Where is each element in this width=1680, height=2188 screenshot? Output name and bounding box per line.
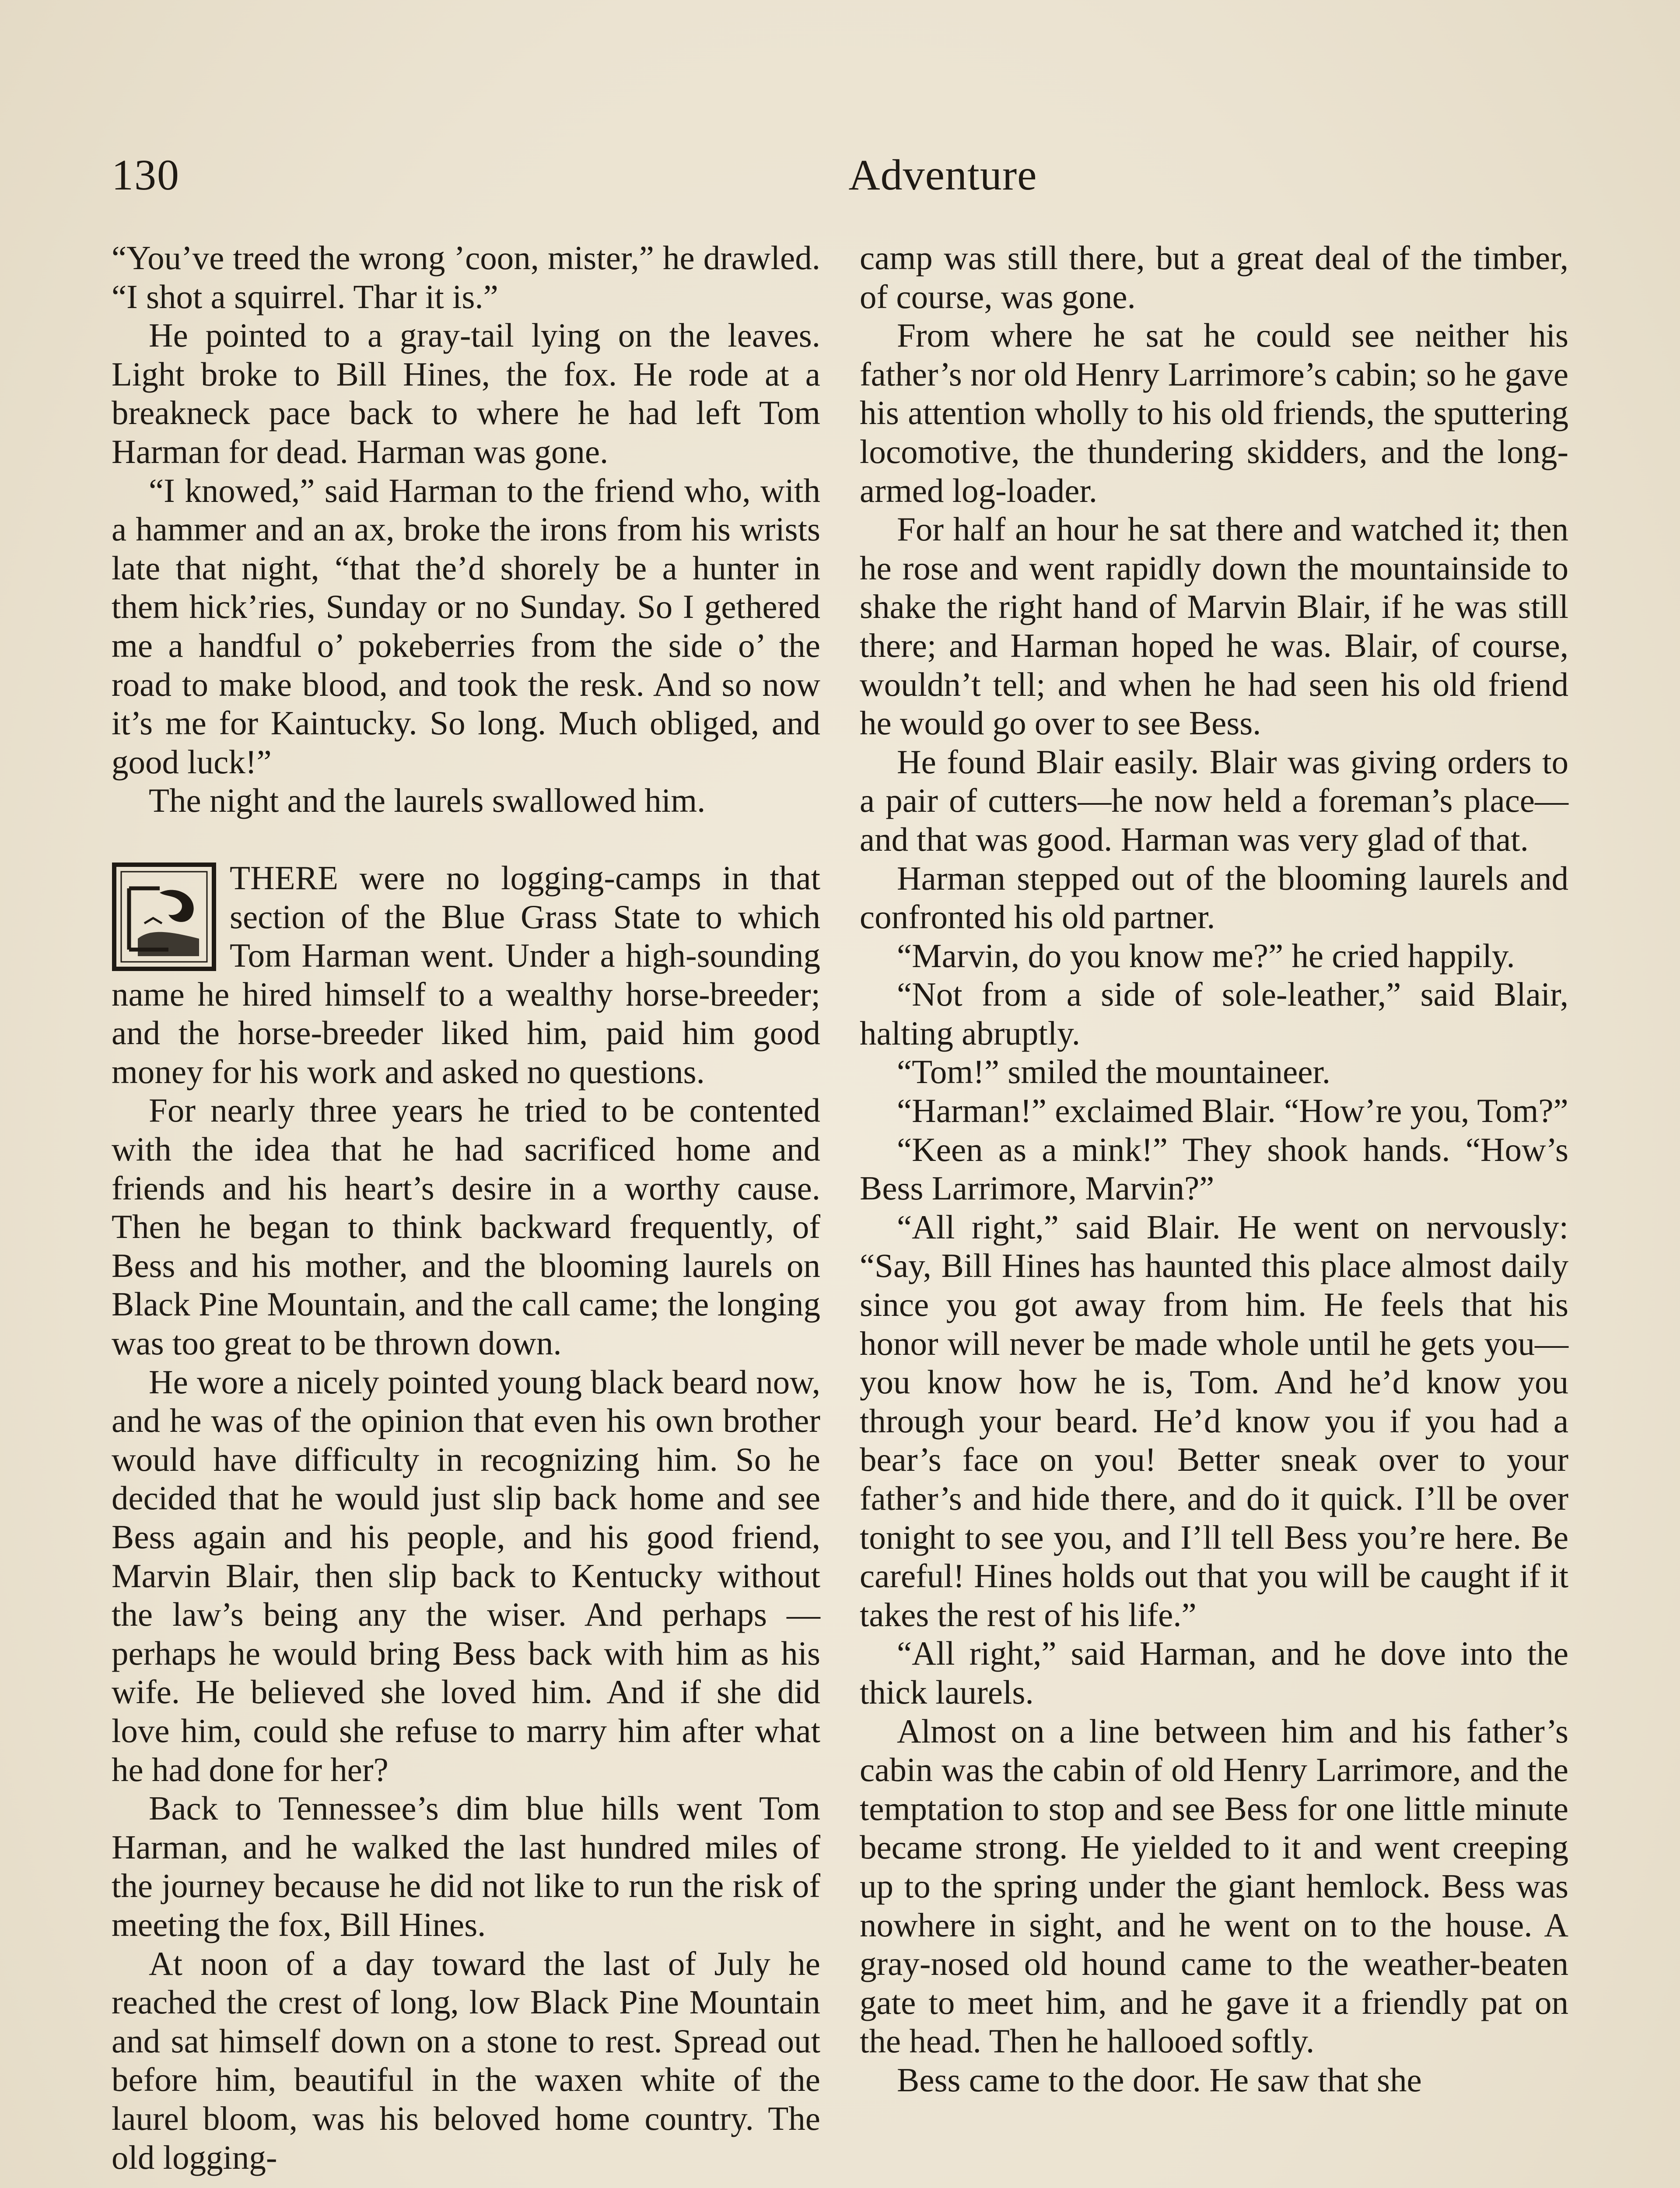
paragraph: camp was still there, but a great deal of the timber, of course, was gone. (860, 239, 1568, 316)
paragraph: He pointed to a gray-tail lying on the leaves. Light broke to Bill Hines, the fox. He rode at a breakneck pace back to where he had left Tom Harman for dead. Harman was gone. (112, 316, 820, 470)
paragraph: “Harman!” exclaimed Blair. “How’re you, Tom?” (897, 1092, 1568, 1130)
paragraph: “Not from a side of sole-leather,” said Blair, halting abruptly. (860, 975, 1568, 1052)
paragraph: Harman stepped out of the blooming laurels and confronted his old partner. (860, 859, 1568, 936)
right-column (860, 238, 1568, 2100)
paragraph-text: THERE were no logging-camps in that section of the Blue Grass State to which Tom Harman went. Under a high-sounding name he hired himself to a wealthy horse-breeder; and the horse-breeder liked him, paid him good money for his work and asked no questions. (112, 859, 820, 1090)
ornamental-initial-icon (112, 862, 217, 971)
section-opening-paragraph (112, 859, 820, 1091)
paragraph: From where he sat he could see neither his father’s nor old Henry Larrimore’s cabin; so he gave his attention wholly to his old friends, the sputtering locomotive, the thundering skidders, and the long-armed log-loader. (860, 316, 1568, 509)
paragraph: For half an hour he sat there and watched it; then he rose and went rapidly down the mountainside to shake the right hand of Marvin Blair, if he was still there; and Harman hoped he was. Blair, of course, wouldn’t tell; and when he had seen his old friend he would go over to see Bess. (860, 510, 1568, 742)
paragraph: At noon of a day toward the last of July he reached the crest of long, low Black Pine Mountain and sat himself down on a stone to rest. Spread out before him, beautiful in the waxen white of the laurel bloom, was his beloved home country. The old logging- (112, 1944, 820, 2176)
page-number: 130 (112, 151, 180, 199)
paragraph: “All right,” said Blair. He went on nervously: “Say, Bill Hines has haunted this place almost daily since you got away from him. He feels that his honor will never be made whole until he gets you—you know how he is, Tom. And he’d know you through your beard. He’d know you if you had a bear’s face on you! Better sneak over to your father’s and hide there, and do it quick. I’ll be over tonight to see you, and I’ll tell Bess you’re here. Be careful! Hines holds out that you will be caught if it takes the rest of his life.” (860, 1208, 1568, 1634)
paragraph: “Tom!” smiled the mountaineer. (897, 1053, 1331, 1091)
paragraph: For nearly three years he tried to be contented with the idea that he had sacrificed home and friends and his heart’s desire in a worthy cause. Then he began to think backward frequently, of Bess and his mother, and the blooming laurels on Black Pine Mountain, and the call came; the longing was too great to be thrown down. (112, 1091, 820, 1362)
paragraph: Almost on a line between him and his father’s cabin was the cabin of old Henry Larrimore, and the temptation to stop and see Bess for one little minute became strong. He yielded to it and went creeping up to the spring under the giant hemlock. Bess was nowhere in sight, and he went on to the house. A gray-nosed old hound came to the weather-beaten gate to meet him, and he gave it a friendly pat on the head. Then he hallooed softly. (860, 1712, 1568, 2060)
paragraph: “Keen as a mink!” They shook hands. “How’s Bess Larrimore, Marvin?” (860, 1130, 1568, 1207)
paragraph: He wore a nicely pointed young black beard now, and he was of the opinion that even his own brother would have difficulty in recognizing him. So he decided that he would just slip back home and see Bess again and his people, and his good friend, Marvin Blair, then slip back to Kentucky without the law’s being any the wiser. And perhaps —perhaps he would bring Bess back with him as his wife. He believed she loved him. And if she did love him, could she refuse to marry him after what he had done for her? (112, 1363, 820, 1788)
paragraph: “All right,” said Harman, and he dove into the thick laurels. (860, 1634, 1568, 1711)
paragraph: “I knowed,” said Harman to the friend who, with a hammer and an ax, broke the irons from his wrists late that night, “that the’d shorely be a hunter in them hick’ries, Sunday or no Sunday. So I gethered me a handful o’ pokeberries from the side o’ the road to make blood, and took the resk. And so now it’s me for Kaintucky. So long. Much obliged, and good luck!” (112, 471, 820, 781)
paragraph: Bess came to the door. He saw that she (897, 2061, 1422, 2099)
paragraph: The night and the laurels swallowed him. (149, 782, 706, 820)
page-header (112, 144, 1625, 206)
running-head-title: Adventure (848, 151, 1037, 199)
paragraph: “Marvin, do you know me?” he cried happily. (897, 936, 1515, 975)
paragraph: Back to Tennessee’s dim blue hills went Tom Harman, and he walked the last hundred miles of the journey because he did not like to run the risk of meeting the fox, Bill Hines. (112, 1789, 820, 1943)
paragraph: “You’ve treed the wrong ’coon, mister,” he drawled. “I shot a squirrel. Thar it is.” (112, 239, 820, 316)
paragraph: He found Blair easily. Blair was giving orders to a pair of cutters—he now held a foreman’s place—and that was good. Harman was very glad of that. (860, 743, 1568, 858)
left-column (112, 238, 820, 2177)
